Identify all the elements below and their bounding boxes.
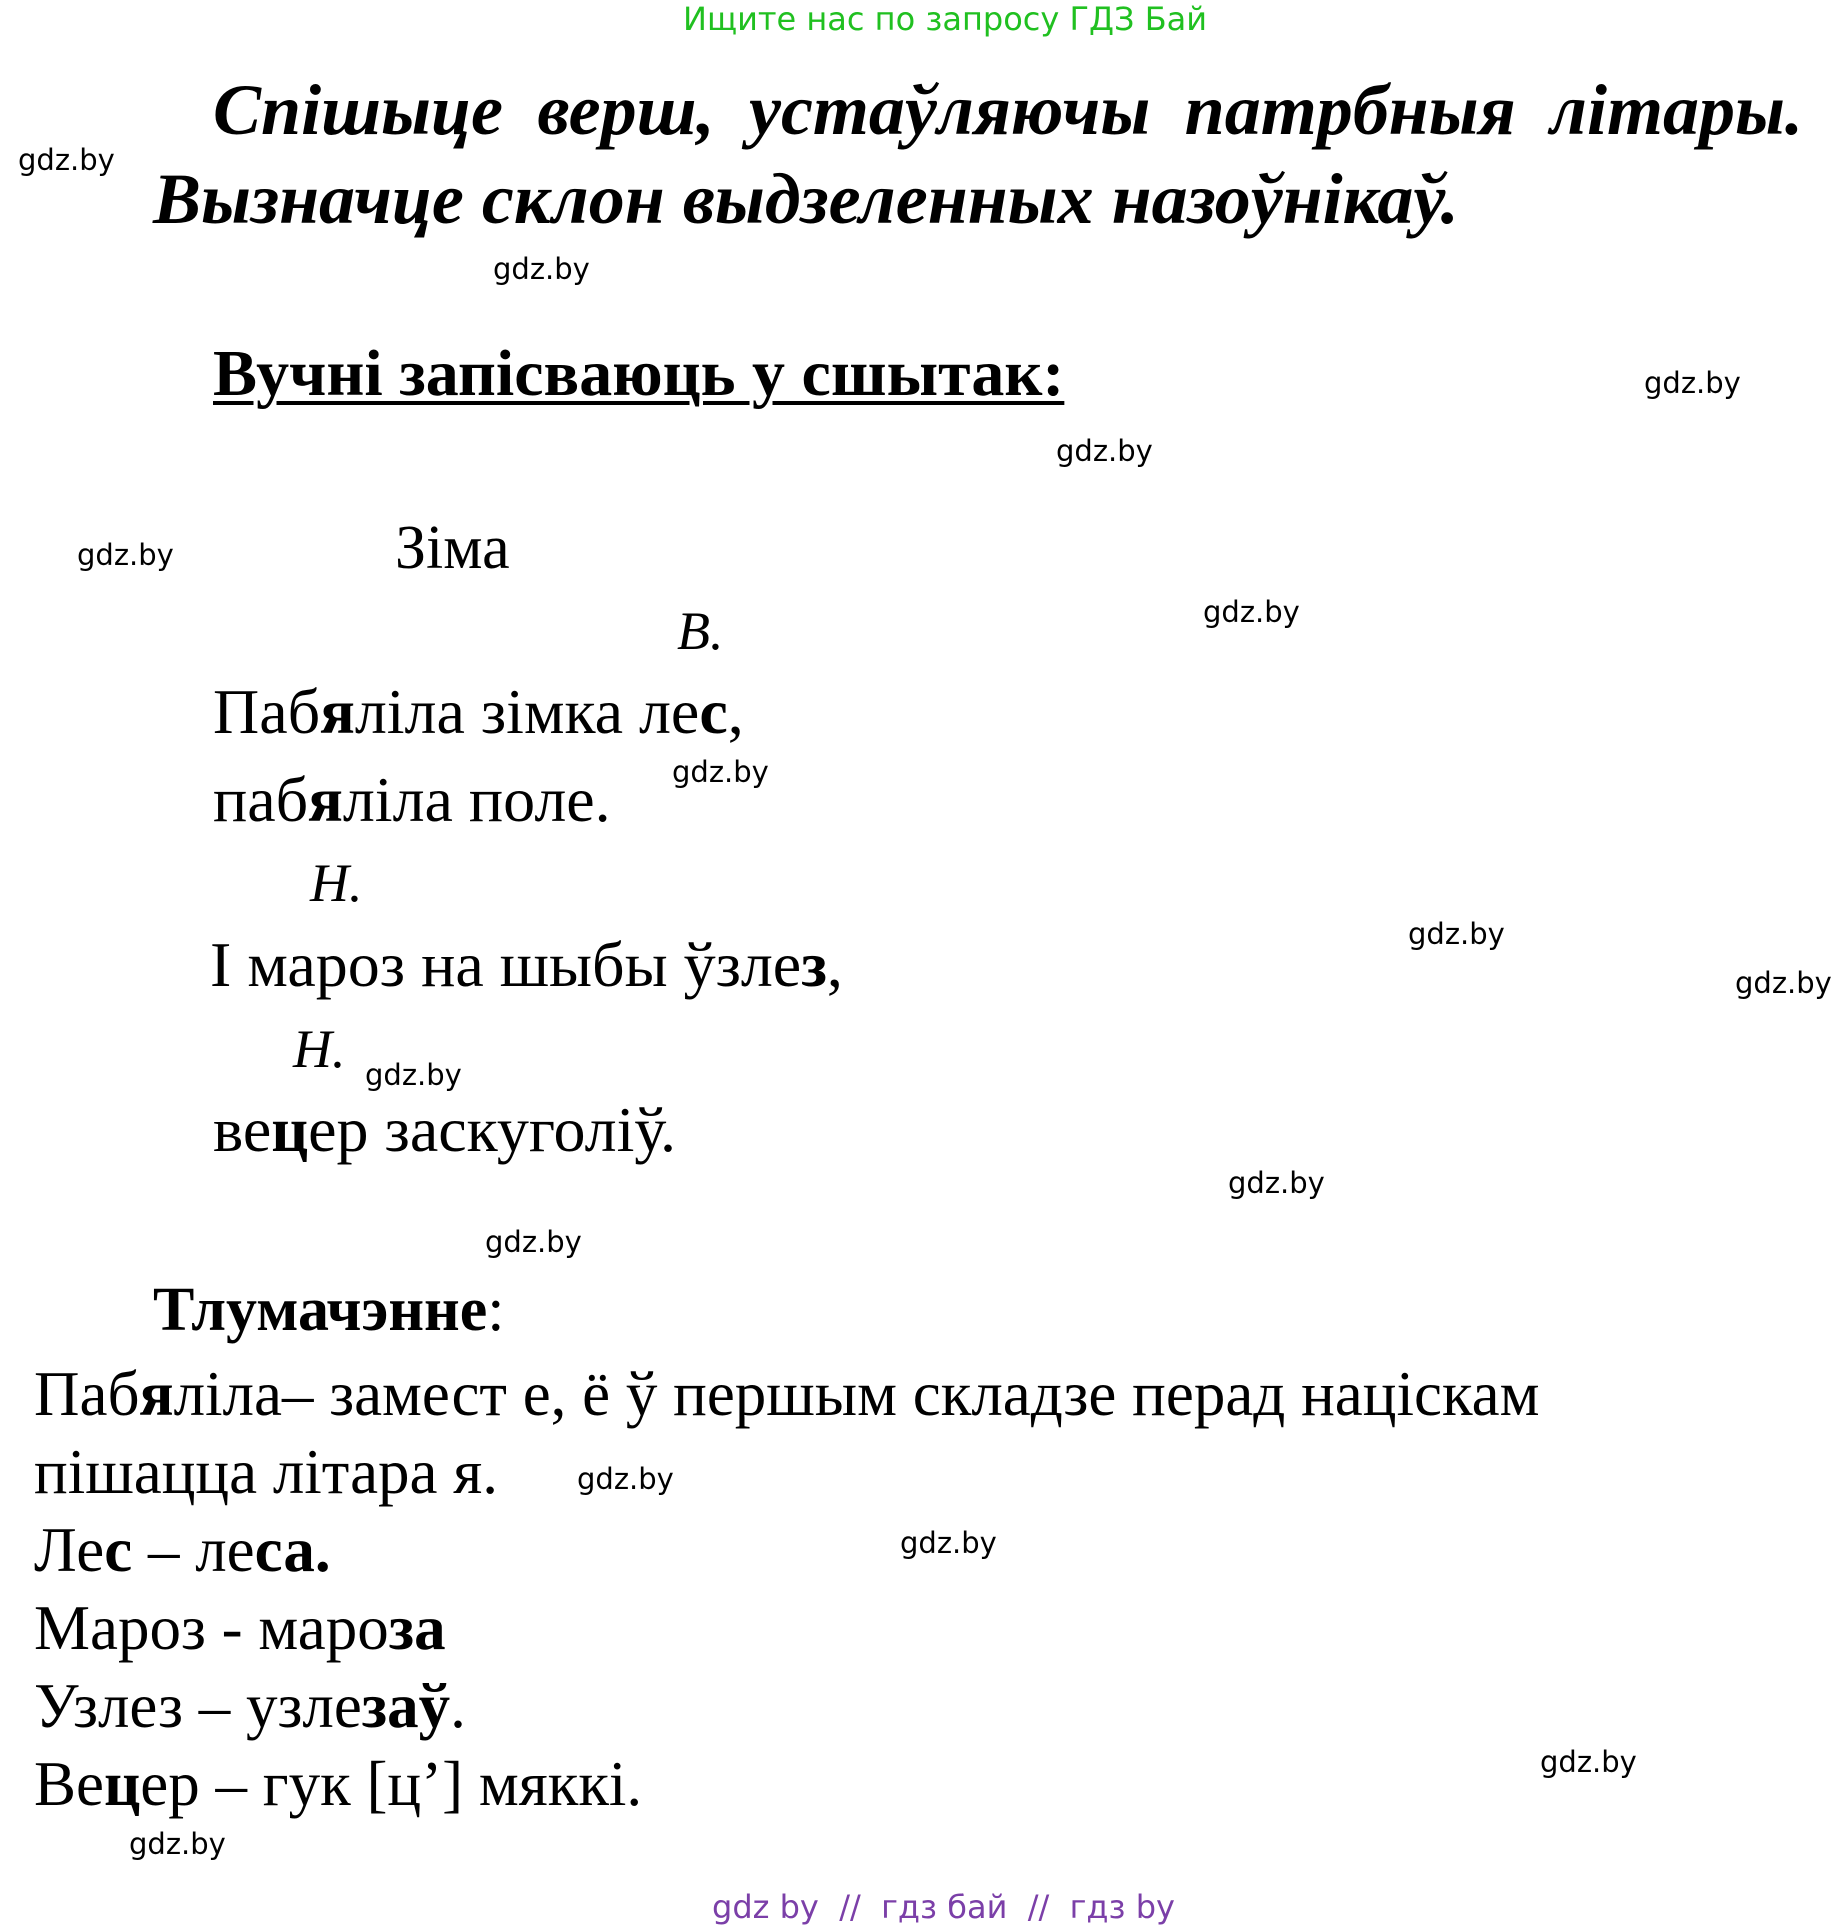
watermark: gdz.by xyxy=(672,755,769,789)
task-line-1 xyxy=(213,70,1803,150)
watermark: gdz.by xyxy=(900,1526,997,1560)
task-word: Спішыце xyxy=(213,70,504,150)
watermark: gdz.by xyxy=(1408,917,1505,951)
watermark: gdz.by xyxy=(577,1462,674,1496)
watermark: gdz.by xyxy=(18,143,115,177)
watermark: gdz.by xyxy=(493,252,590,286)
search-banner: Ищите нас по запросу ГДЗ Бай xyxy=(683,0,1208,38)
footer-link[interactable]: гдз by xyxy=(1069,1888,1175,1926)
explanation-line: Пабяліла– замест е, ё ў першым складзе перад націскам xyxy=(34,1359,1540,1429)
task-word: патрбныя xyxy=(1184,70,1516,150)
watermark: gdz.by xyxy=(365,1058,462,1092)
section-heading: Вучні запісваюць у сшытак: xyxy=(213,337,1065,410)
explanation-line: Лес – леса. xyxy=(34,1515,331,1585)
case-label: Н. xyxy=(293,1019,346,1079)
case-label: В. xyxy=(677,601,724,661)
watermark: gdz.by xyxy=(1203,595,1300,629)
watermark: gdz.by xyxy=(1056,434,1153,468)
case-label: Н. xyxy=(310,853,363,913)
watermark: gdz.by xyxy=(1644,366,1741,400)
watermark: gdz.by xyxy=(77,538,174,572)
footer-link[interactable]: gdz by xyxy=(712,1888,819,1926)
poem-line: І мароз на шыбы ўзлез, xyxy=(210,929,843,1000)
footer-link[interactable]: гдз бай xyxy=(881,1888,1008,1926)
poem-title: Зіма xyxy=(395,514,510,582)
poem-line: Пабяліла зімка лес, xyxy=(213,676,744,747)
watermark: gdz.by xyxy=(129,1827,226,1861)
explanation-line: Мароз - мароза xyxy=(34,1593,446,1663)
watermark: gdz.by xyxy=(1540,1745,1637,1779)
task-word: устаўляючы xyxy=(749,70,1151,150)
explanation-title: Тлумачэнне: xyxy=(153,1276,505,1344)
poem-line: вецер заскуголіў. xyxy=(213,1094,676,1165)
footer-links: gdz by // гдз бай // гдз by xyxy=(712,1888,1175,1926)
watermark: gdz.by xyxy=(1735,966,1832,1000)
explanation-line: Узлез – узлезаў. xyxy=(34,1671,466,1741)
task-line-2: Вызначце склон выдзеленных назоўнікаў. xyxy=(153,159,1459,239)
poem-line: пабяліла поле. xyxy=(213,764,611,835)
task-word: літары. xyxy=(1550,70,1803,150)
watermark: gdz.by xyxy=(485,1225,582,1259)
explanation-line: Вецер – гук [ц’] мяккі. xyxy=(34,1749,643,1819)
explanation-line: пішацца літара я. xyxy=(34,1437,498,1507)
watermark: gdz.by xyxy=(1228,1166,1325,1200)
task-word: верш, xyxy=(537,70,715,150)
